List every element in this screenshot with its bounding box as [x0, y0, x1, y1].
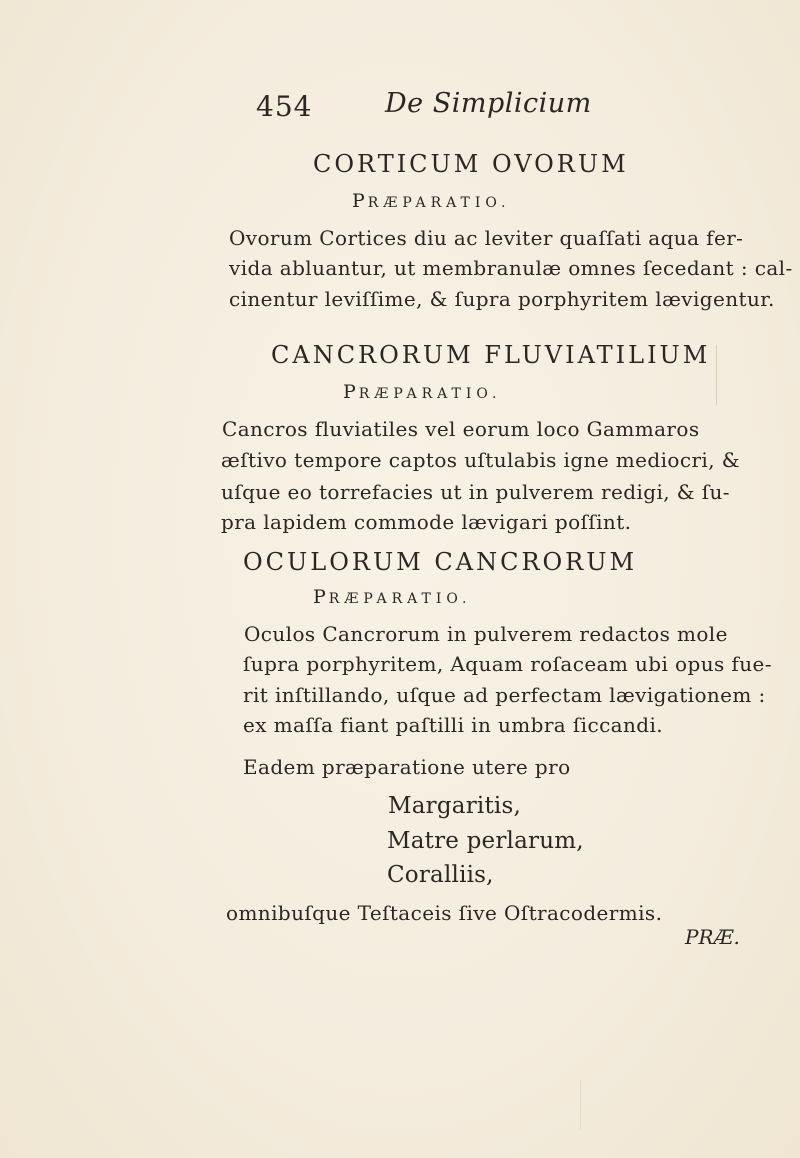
text-line: uſque eo torrefacies ut in pulverem redigi, & ſu- [221, 480, 730, 504]
subtitle-rest: RÆPARATIO. [328, 591, 472, 607]
subtitle-initial: P [352, 190, 368, 212]
text-line: Ovorum Cortices diu ac leviter quaſſati aqua fer- [229, 226, 744, 250]
section-subtitle-oculorum [313, 586, 471, 608]
text-line: vida abluantur, ut membranulæ omnes ſecedant : cal- [229, 256, 793, 280]
running-head: De Simplicium [385, 88, 592, 119]
subtitle-initial: P [343, 381, 359, 403]
text-line: ex maſſa fiant paſtilli in umbra ſiccandi. [243, 713, 664, 737]
text-line: cinentur leviſſime, & ſupra porphyritem lævigentur. [229, 287, 775, 311]
text-line: Oculos Cancrorum in pulverem redactos mole [244, 622, 728, 646]
text-line: æſtivo tempore captos uſtulabis igne mediocri, & [221, 448, 740, 472]
text-line: Cancros fluviatiles vel eorum loco Gammaros [222, 417, 700, 441]
section-title-oculorum: OCULORUM CANCRORUM [243, 548, 638, 576]
catchword: PRÆ. [685, 925, 740, 949]
subtitle-rest: RÆPARATIO. [367, 195, 511, 211]
closing-intro: Eadem præparatione utere pro [243, 755, 571, 779]
paper-mark [580, 1080, 581, 1130]
subtitle-rest: RÆPARATIO. [358, 386, 502, 402]
section-subtitle-cancrorum [343, 381, 501, 403]
list-item: Coralliis, [387, 862, 494, 888]
section-title-cancrorum: CANCRORUM FLUVIATILIUM [271, 341, 711, 369]
list-item: Matre perlarum, [387, 828, 584, 854]
text-line: rit inſtillando, uſque ad perfectam lævigationem : [243, 683, 766, 707]
subtitle-initial: P [313, 586, 329, 608]
page-number: 454 [256, 90, 313, 123]
section-subtitle-corticum [352, 190, 510, 212]
text-line: ſupra porphyritem, Aquam roſaceam ubi opus fue- [243, 652, 772, 676]
closing-final: omnibuſque Teſtaceis ſive Oſtracodermis. [226, 901, 663, 925]
list-item: Margaritis, [388, 793, 521, 819]
section-title-corticum: CORTICUM OVORUM [313, 150, 629, 178]
text-line: pra lapidem commode lævigari poſſint. [221, 510, 632, 534]
paper-mark [716, 345, 717, 405]
